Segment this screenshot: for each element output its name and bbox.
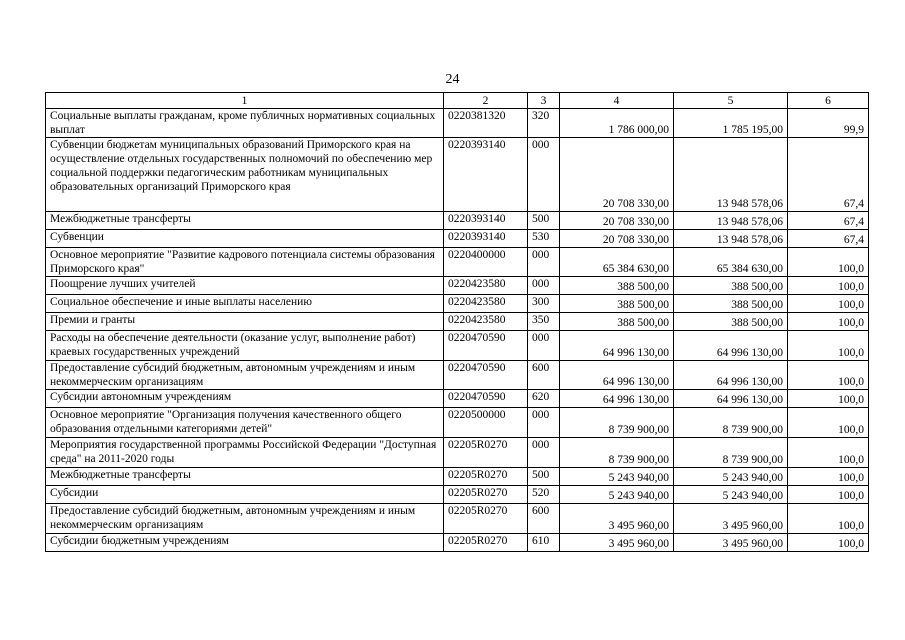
row-plan-cell: 8 739 900,00 <box>560 408 674 438</box>
row-name-cell: Расходы на обеспечение деятельности (оказание услуг, выполнение работ) краевых государственных учреждений <box>46 331 444 361</box>
header-col-1: 1 <box>46 93 444 109</box>
row-exec-cell: 3 495 960,00 <box>674 504 788 534</box>
row-percent-cell: 100,0 <box>788 248 869 277</box>
header-row <box>46 93 869 109</box>
row-code-cell: 02205R0270 <box>444 504 528 534</box>
row-vr-cell: 530 <box>528 230 560 248</box>
table-row <box>46 486 869 504</box>
row-name-cell: Субвенции <box>46 230 444 248</box>
table-row <box>46 277 869 295</box>
row-name-cell: Субсидии бюджетным учреждениям <box>46 534 444 552</box>
row-percent-cell: 100,0 <box>788 486 869 504</box>
row-exec-cell: 388 500,00 <box>674 277 788 295</box>
row-code-cell: 0220381320 <box>444 109 528 138</box>
row-percent-cell: 67,4 <box>788 138 869 212</box>
row-vr-cell: 000 <box>528 138 560 212</box>
row-plan-cell: 64 996 130,00 <box>560 390 674 408</box>
row-plan-cell: 5 243 940,00 <box>560 468 674 486</box>
row-code-cell: 0220423580 <box>444 313 528 331</box>
row-vr-cell: 000 <box>528 438 560 468</box>
row-percent-cell: 67,4 <box>788 230 869 248</box>
row-percent-cell: 99,9 <box>788 109 869 138</box>
row-percent-cell: 100,0 <box>788 534 869 552</box>
row-code-cell: 02205R0270 <box>444 534 528 552</box>
table-row <box>46 468 869 486</box>
table-row <box>46 230 869 248</box>
row-code-cell: 0220423580 <box>444 295 528 313</box>
row-code-cell: 0220393140 <box>444 212 528 230</box>
row-plan-cell: 8 739 900,00 <box>560 438 674 468</box>
row-exec-cell: 8 739 900,00 <box>674 438 788 468</box>
row-name-cell: Основное мероприятие "Развитие кадрового потенциала системы образования Приморского края" <box>46 248 444 277</box>
row-vr-cell: 000 <box>528 408 560 438</box>
row-exec-cell: 5 243 940,00 <box>674 486 788 504</box>
row-percent-cell: 100,0 <box>788 438 869 468</box>
table-row <box>46 248 869 277</box>
row-vr-cell: 520 <box>528 486 560 504</box>
table-row <box>46 295 869 313</box>
table-row <box>46 212 869 230</box>
row-vr-cell: 600 <box>528 504 560 534</box>
row-name-cell: Социальные выплаты гражданам, кроме публичных нормативных социальных выплат <box>46 109 444 138</box>
row-name-cell: Основное мероприятие "Организация получения качественного общего образования отдельными категориями детей" <box>46 408 444 438</box>
row-percent-cell: 100,0 <box>788 408 869 438</box>
row-code-cell: 02205R0270 <box>444 438 528 468</box>
row-name-cell: Межбюджетные трансферты <box>46 212 444 230</box>
row-name-cell: Мероприятия государственной программы Российской Федерации "Доступная среда" на 2011-2020 годы <box>46 438 444 468</box>
row-vr-cell: 000 <box>528 277 560 295</box>
row-vr-cell: 500 <box>528 468 560 486</box>
table-row <box>46 408 869 438</box>
row-vr-cell: 300 <box>528 295 560 313</box>
row-exec-cell: 3 495 960,00 <box>674 534 788 552</box>
table-row <box>46 138 869 212</box>
row-percent-cell: 100,0 <box>788 504 869 534</box>
row-code-cell: 0220470590 <box>444 361 528 390</box>
row-exec-cell: 64 996 130,00 <box>674 361 788 390</box>
row-plan-cell: 5 243 940,00 <box>560 486 674 504</box>
table-row <box>46 313 869 331</box>
row-exec-cell: 1 785 195,00 <box>674 109 788 138</box>
row-code-cell: 0220393140 <box>444 138 528 212</box>
table-header <box>46 93 869 109</box>
row-exec-cell: 388 500,00 <box>674 295 788 313</box>
table-row <box>46 109 869 138</box>
row-percent-cell: 100,0 <box>788 295 869 313</box>
row-exec-cell: 65 384 630,00 <box>674 248 788 277</box>
row-name-cell: Предоставление субсидий бюджетным, автономным учреждениям и иным некоммерческим организациям <box>46 361 444 390</box>
row-code-cell: 02205R0270 <box>444 486 528 504</box>
row-name-cell: Социальное обеспечение и иные выплаты населению <box>46 295 444 313</box>
row-name-cell: Премии и гранты <box>46 313 444 331</box>
row-code-cell: 02205R0270 <box>444 468 528 486</box>
row-vr-cell: 600 <box>528 361 560 390</box>
row-plan-cell: 388 500,00 <box>560 295 674 313</box>
row-exec-cell: 388 500,00 <box>674 313 788 331</box>
row-percent-cell: 67,4 <box>788 212 869 230</box>
row-name-cell: Предоставление субсидий бюджетным, автономным учреждениям и иным некоммерческим организациям <box>46 504 444 534</box>
table-row <box>46 438 869 468</box>
header-col-2: 2 <box>444 93 528 109</box>
row-vr-cell: 620 <box>528 390 560 408</box>
row-code-cell: 0220500000 <box>444 408 528 438</box>
row-plan-cell: 388 500,00 <box>560 313 674 331</box>
row-percent-cell: 100,0 <box>788 331 869 361</box>
header-col-6: 6 <box>788 93 869 109</box>
row-vr-cell: 000 <box>528 248 560 277</box>
row-name-cell: Поощрение лучших учителей <box>46 277 444 295</box>
page-number: 24 <box>445 72 460 87</box>
table-row <box>46 504 869 534</box>
row-plan-cell: 64 996 130,00 <box>560 361 674 390</box>
row-code-cell: 0220470590 <box>444 390 528 408</box>
header-col-3: 3 <box>528 93 560 109</box>
row-name-cell: Субсидии <box>46 486 444 504</box>
table-row <box>46 361 869 390</box>
row-plan-cell: 3 495 960,00 <box>560 504 674 534</box>
row-exec-cell: 13 948 578,06 <box>674 138 788 212</box>
row-code-cell: 0220400000 <box>444 248 528 277</box>
row-vr-cell: 000 <box>528 331 560 361</box>
row-exec-cell: 8 739 900,00 <box>674 408 788 438</box>
row-name-cell: Субвенции бюджетам муниципальных образований Приморского края на осуществление отдельных государственных полномочий по обеспечению мер социальной поддержки педагогическим работникам муниципальных образовательных организаций Приморского края <box>46 138 444 212</box>
row-plan-cell: 20 708 330,00 <box>560 230 674 248</box>
table-row <box>46 331 869 361</box>
row-plan-cell: 20 708 330,00 <box>560 212 674 230</box>
row-exec-cell: 5 243 940,00 <box>674 468 788 486</box>
row-plan-cell: 388 500,00 <box>560 277 674 295</box>
table-row <box>46 534 869 552</box>
row-exec-cell: 64 996 130,00 <box>674 390 788 408</box>
row-vr-cell: 610 <box>528 534 560 552</box>
row-percent-cell: 100,0 <box>788 313 869 331</box>
header-col-4: 4 <box>560 93 674 109</box>
row-vr-cell: 500 <box>528 212 560 230</box>
budget-table <box>45 92 869 552</box>
row-plan-cell: 64 996 130,00 <box>560 331 674 361</box>
row-percent-cell: 100,0 <box>788 361 869 390</box>
row-exec-cell: 13 948 578,06 <box>674 230 788 248</box>
row-vr-cell: 320 <box>528 109 560 138</box>
row-plan-cell: 20 708 330,00 <box>560 138 674 212</box>
table-body <box>46 109 869 552</box>
row-plan-cell: 65 384 630,00 <box>560 248 674 277</box>
row-name-cell: Межбюджетные трансферты <box>46 468 444 486</box>
row-exec-cell: 13 948 578,06 <box>674 212 788 230</box>
row-percent-cell: 100,0 <box>788 390 869 408</box>
header-col-5: 5 <box>674 93 788 109</box>
row-exec-cell: 64 996 130,00 <box>674 331 788 361</box>
row-percent-cell: 100,0 <box>788 468 869 486</box>
row-code-cell: 0220470590 <box>444 331 528 361</box>
row-plan-cell: 3 495 960,00 <box>560 534 674 552</box>
row-code-cell: 0220423580 <box>444 277 528 295</box>
row-vr-cell: 350 <box>528 313 560 331</box>
row-plan-cell: 1 786 000,00 <box>560 109 674 138</box>
row-name-cell: Субсидии автономным учреждениям <box>46 390 444 408</box>
row-code-cell: 0220393140 <box>444 230 528 248</box>
table-row <box>46 390 869 408</box>
row-percent-cell: 100,0 <box>788 277 869 295</box>
